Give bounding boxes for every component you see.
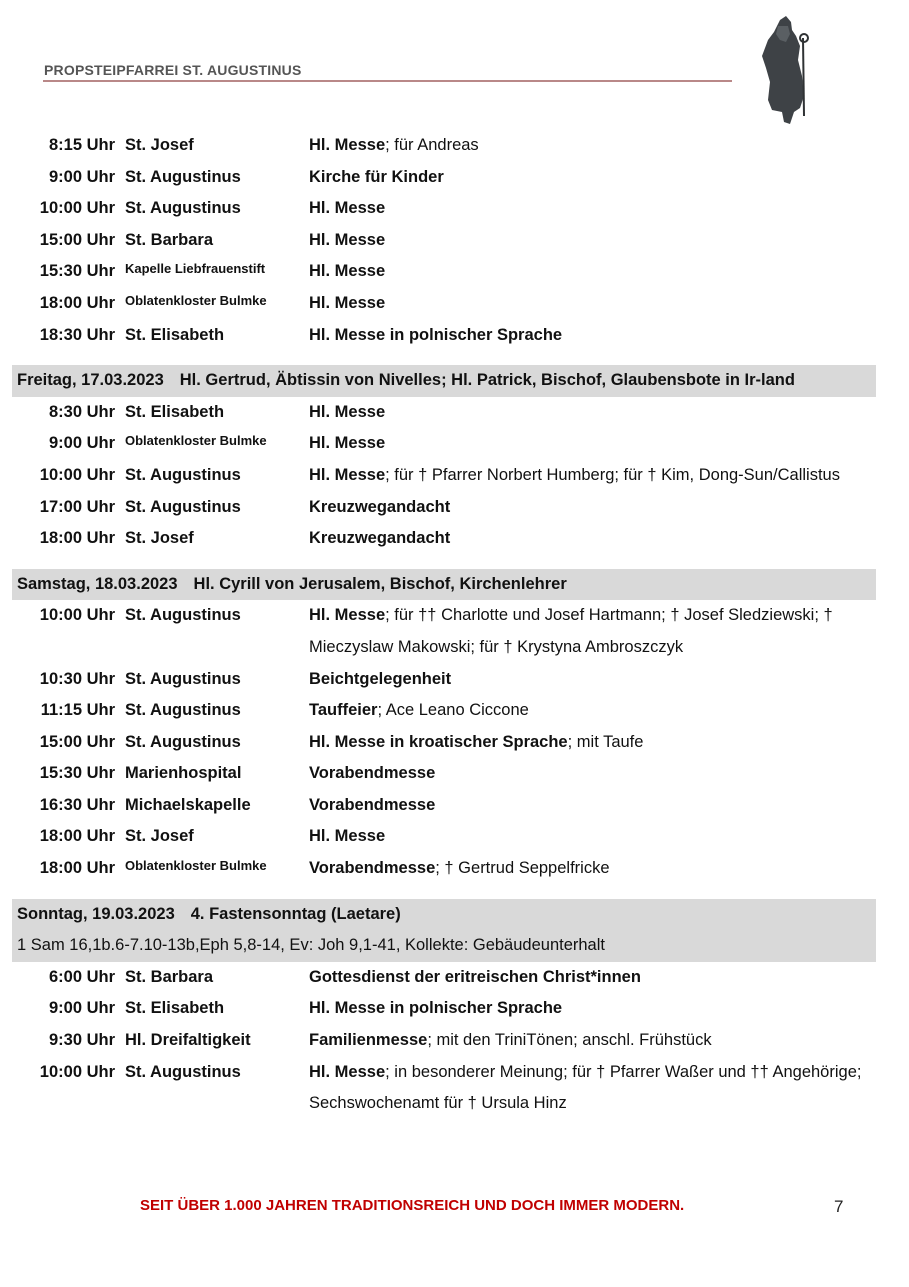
service-time: 10:00 Uhr xyxy=(39,1062,115,1081)
service-row xyxy=(12,727,876,759)
service-description xyxy=(309,695,876,727)
service-location: Michaelskapelle xyxy=(125,795,251,814)
service-location: St. Elisabeth xyxy=(125,402,225,421)
service-time: 16:30 Uhr xyxy=(39,795,115,814)
service-row xyxy=(12,790,876,822)
service-location: St. Augustinus xyxy=(125,606,241,625)
service-time: 10:00 Uhr xyxy=(39,606,115,625)
service-title: Hl. Messe in polnischer Sprache xyxy=(309,325,563,344)
service-title: Hl. Messe xyxy=(309,465,386,484)
service-time: 15:30 Uhr xyxy=(39,262,115,281)
service-details: ; für † Pfarrer Norbert Humberg; für † Kim, Dong-Sun/Callistus xyxy=(385,465,840,484)
day-date: Samstag, 18.03.2023 xyxy=(17,574,178,593)
service-location: Hl. Dreifaltigkeit xyxy=(125,1031,251,1050)
service-schedule xyxy=(12,130,876,1120)
service-row xyxy=(12,320,876,352)
service-title: Hl. Messe in polnischer Sprache xyxy=(309,999,563,1018)
service-title: Hl. Messe xyxy=(309,199,386,218)
service-time: 9:00 Uhr xyxy=(48,999,115,1018)
service-description xyxy=(309,1025,876,1057)
service-location: Oblatenkloster Bulmke xyxy=(125,858,267,874)
service-title: Hl. Messe xyxy=(309,230,386,249)
service-description xyxy=(309,758,876,790)
service-title: Hl. Messe xyxy=(309,293,386,312)
service-location: St. Barbara xyxy=(125,230,214,249)
service-description xyxy=(309,130,876,162)
service-description xyxy=(309,288,876,320)
service-row xyxy=(12,853,876,885)
service-row xyxy=(12,523,876,555)
service-description xyxy=(309,1057,876,1120)
service-time: 18:00 Uhr xyxy=(39,293,115,312)
service-time: 6:00 Uhr xyxy=(48,967,115,986)
service-row xyxy=(12,993,876,1025)
service-description xyxy=(309,492,876,524)
service-title: Hl. Messe xyxy=(309,1062,386,1081)
day-date: Sonntag, 19.03.2023 xyxy=(17,904,175,923)
service-row xyxy=(12,758,876,790)
service-location: Kapelle Liebfrauenstift xyxy=(125,261,266,277)
service-title: Hl. Messe xyxy=(309,262,386,281)
day-header xyxy=(12,569,876,601)
service-time: 18:00 Uhr xyxy=(39,827,115,846)
service-title: Beichtgelegenheit xyxy=(309,669,452,688)
service-row xyxy=(12,225,876,257)
service-time: 11:15 Uhr xyxy=(40,701,115,720)
service-location: St. Augustinus xyxy=(125,701,241,720)
service-description xyxy=(309,821,876,853)
service-title: Familienmesse xyxy=(309,1031,428,1050)
service-row xyxy=(12,162,876,194)
day-header-line xyxy=(17,365,876,397)
header-rule xyxy=(43,80,732,82)
service-title: Hl. Messe xyxy=(309,402,386,421)
service-title: Tauffeier xyxy=(309,701,378,720)
service-time: 15:00 Uhr xyxy=(39,732,115,751)
service-time: 15:00 Uhr xyxy=(39,230,115,249)
service-row xyxy=(12,492,876,524)
service-title: Hl. Messe xyxy=(309,136,386,154)
service-row xyxy=(12,695,876,727)
service-description xyxy=(309,727,876,759)
service-details: ; Ace Leano Ciccone xyxy=(377,701,529,720)
service-location: St. Augustinus xyxy=(125,497,241,516)
service-title: Kirche für Kinder xyxy=(309,167,444,186)
service-location: St. Augustinus xyxy=(125,465,241,484)
service-location: St. Elisabeth xyxy=(125,999,225,1018)
day-header xyxy=(12,899,876,962)
service-location: Oblatenkloster Bulmke xyxy=(125,433,267,449)
day-header-line xyxy=(17,569,876,601)
day-date: Freitag, 17.03.2023 xyxy=(17,371,164,390)
day-readings: 1 Sam 16,1b.6-7.10-13b,Eph 5,8-14, Ev: Joh 9,1-41, Kollekte: Gebäudeunterhalt xyxy=(17,936,605,955)
service-description xyxy=(309,397,876,429)
service-description xyxy=(309,320,876,352)
service-location: St. Elisabeth xyxy=(125,325,225,344)
service-title: Kreuzwegandacht xyxy=(309,497,451,516)
service-location: St. Barbara xyxy=(125,967,214,986)
service-row xyxy=(12,962,876,994)
parish-title: PROPSTEIPFARREI ST. AUGUSTINUS xyxy=(44,62,302,78)
service-description xyxy=(309,225,876,257)
service-title: Kreuzwegandacht xyxy=(309,529,451,548)
service-time: 15:30 Uhr xyxy=(39,764,115,783)
service-description xyxy=(309,664,876,696)
service-location: St. Augustinus xyxy=(125,199,241,218)
service-location: St. Augustinus xyxy=(125,1062,241,1081)
service-location: Oblatenkloster Bulmke xyxy=(125,292,267,308)
service-title: Hl. Messe xyxy=(309,606,386,625)
service-time: 8:15 Uhr xyxy=(48,136,115,154)
service-time: 10:30 Uhr xyxy=(39,669,115,688)
service-row xyxy=(12,397,876,429)
service-title: Gottesdienst der eritreischen Christ*innen xyxy=(309,967,641,986)
service-description xyxy=(309,193,876,225)
service-title: Hl. Messe in kroatischer Sprache xyxy=(309,732,568,751)
service-description xyxy=(309,523,876,555)
service-time: 18:00 Uhr xyxy=(39,859,115,878)
service-location: St. Josef xyxy=(125,827,194,846)
service-description xyxy=(309,162,876,194)
service-details: ; in besonderer Meinung; für † Pfarrer Waßer und †† Angehörige; Sechswochenamt für † Ursula Hinz xyxy=(309,1062,862,1113)
service-location: Marienhospital xyxy=(125,764,242,783)
service-time: 8:30 Uhr xyxy=(48,402,115,421)
service-row xyxy=(12,193,876,225)
service-row xyxy=(12,256,876,288)
service-title: Vorabendmesse xyxy=(309,764,436,783)
service-time: 18:30 Uhr xyxy=(39,325,115,344)
service-time: 9:00 Uhr xyxy=(48,167,115,186)
service-row xyxy=(12,460,876,492)
service-details: ; für †† Charlotte und Josef Hartmann; † Josef Sledziewski; † Mieczyslaw Makowski; für † Krystyna Ambroszczyk xyxy=(309,606,833,656)
service-row xyxy=(12,288,876,320)
service-details: ; für Andreas xyxy=(385,136,479,154)
service-location: St. Augustinus xyxy=(125,669,241,688)
footer-slogan: SEIT ÜBER 1.000 JAHREN TRADITIONSREICH UND DOCH IMMER MODERN. xyxy=(140,1197,685,1214)
service-row xyxy=(12,664,876,696)
service-row xyxy=(12,1057,876,1120)
service-description xyxy=(309,600,876,663)
service-time: 10:00 Uhr xyxy=(39,199,115,218)
saint-statue-icon xyxy=(758,16,814,124)
service-location: St. Augustinus xyxy=(125,732,241,751)
service-title: Vorabendmesse xyxy=(309,795,436,814)
service-row xyxy=(12,600,876,663)
service-row xyxy=(12,821,876,853)
service-time: 18:00 Uhr xyxy=(39,529,115,548)
service-time: 17:00 Uhr xyxy=(39,497,115,516)
page-number: 7 xyxy=(834,1197,844,1216)
day-header-line xyxy=(17,899,876,931)
service-row xyxy=(12,428,876,460)
service-details: ; mit Taufe xyxy=(567,732,644,751)
service-title: Hl. Messe xyxy=(309,827,386,846)
service-location: St. Augustinus xyxy=(125,167,241,186)
service-title: Vorabendmesse xyxy=(309,859,436,878)
service-details: ; † Gertrud Seppelfricke xyxy=(435,859,610,878)
day-feast: Hl. Cyrill von Jerusalem, Bischof, Kirchenlehrer xyxy=(193,574,567,593)
service-description xyxy=(309,428,876,460)
service-row xyxy=(12,1025,876,1057)
service-description xyxy=(309,460,876,492)
service-description xyxy=(309,853,876,885)
day-header xyxy=(12,365,876,397)
service-time: 10:00 Uhr xyxy=(39,465,115,484)
service-description xyxy=(309,993,876,1025)
service-details: ; mit den TriniTönen; anschl. Frühstück xyxy=(427,1031,712,1050)
service-description xyxy=(309,256,876,288)
day-feast: 4. Fastensonntag (Laetare) xyxy=(190,904,401,923)
service-description xyxy=(309,962,876,994)
service-location: St. Josef xyxy=(125,136,194,154)
day-feast: Hl. Gertrud, Äbtissin von Nivelles; Hl. Patrick, Bischof, Glaubensbote in Ir-land xyxy=(179,371,795,390)
service-description xyxy=(309,790,876,822)
service-location: St. Josef xyxy=(125,529,194,548)
service-time: 9:30 Uhr xyxy=(48,1031,115,1050)
service-row xyxy=(12,130,876,162)
service-time: 9:00 Uhr xyxy=(48,434,115,453)
service-title: Hl. Messe xyxy=(309,434,386,453)
